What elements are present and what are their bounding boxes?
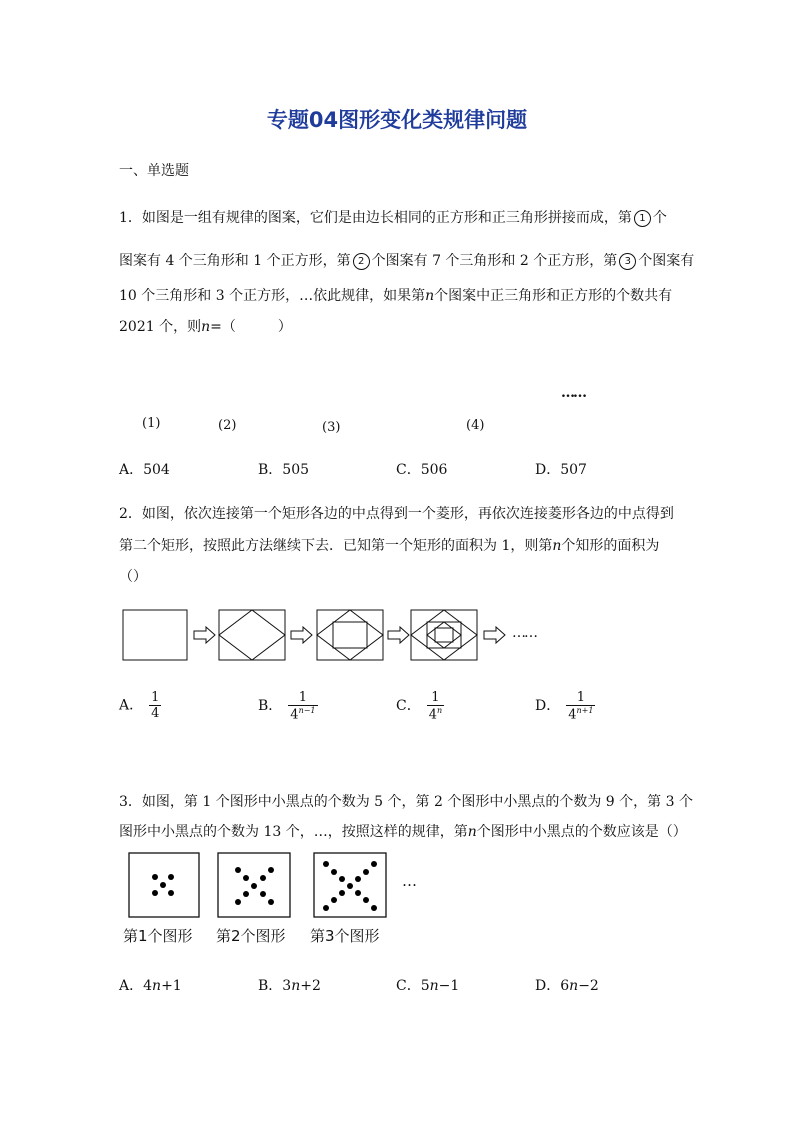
q1-text: =（ ） xyxy=(210,319,292,335)
q3-option-d[interactable] xyxy=(535,975,599,995)
q1-line-4 xyxy=(119,316,679,336)
q1-option-c[interactable]: C．506 xyxy=(396,462,448,478)
q2-option-b[interactable] xyxy=(258,690,318,722)
q1-option-b[interactable]: B．505 xyxy=(258,462,310,478)
q2-option-c[interactable] xyxy=(396,690,444,722)
option-term: −1 xyxy=(438,978,460,994)
q3-fig-label: 第3个图形 xyxy=(310,927,380,945)
option-letter: A． xyxy=(119,978,144,994)
q3-figure xyxy=(125,848,400,922)
q3-dots-3 xyxy=(323,861,377,911)
q2-variable: n xyxy=(552,538,562,554)
q1-option-a[interactable]: A．504 xyxy=(119,462,170,478)
option-term: 4 xyxy=(143,978,153,994)
option-variable: n xyxy=(429,978,439,994)
q1-text: 个图案有 7 个三角形和 2 个正方形，第 xyxy=(371,253,618,269)
fraction: $\frac{1}{4^{n-1}}$ xyxy=(290,690,316,723)
q1-fig-label: (3) xyxy=(322,420,341,435)
q1-fig-label: (2) xyxy=(218,418,237,433)
q2-arrow-2 xyxy=(291,627,312,643)
q2-text: 第二个矩形，按照此方法继续下去．已知第一个矩形的面积为 1，则第 xyxy=(119,538,553,554)
q2-option-a[interactable] xyxy=(119,690,161,721)
q3-fig-label: 第2个图形 xyxy=(216,927,286,945)
q1-figure xyxy=(115,355,595,440)
q2-arrow-1 xyxy=(194,627,215,643)
q2-arrow-4 xyxy=(484,627,505,643)
q1-fig-label: (4) xyxy=(466,418,485,433)
option-term: 5 xyxy=(420,978,430,994)
q1-circled-number: 2 xyxy=(353,253,370,270)
q1-text: 个图案有 xyxy=(638,253,695,269)
q3-text: 图形中小黑点的个数为 13 个，…，按照这样的规律，第 xyxy=(119,824,468,840)
q3-fig-label: 第1个图形 xyxy=(123,927,193,945)
q3-dots-2 xyxy=(235,867,274,905)
q1-line-3 xyxy=(119,285,679,305)
q2-line-2 xyxy=(119,535,679,555)
option-letter: D． xyxy=(535,978,561,994)
q3-variable: n xyxy=(467,824,477,840)
q1-circled-number: 3 xyxy=(619,253,636,270)
q2-figure xyxy=(115,602,555,668)
option-variable: n xyxy=(291,978,301,994)
option-term: 3 xyxy=(282,978,292,994)
q2-arrow-3 xyxy=(388,627,409,643)
q2-line-3: （） xyxy=(119,569,147,585)
option-term: +1 xyxy=(161,978,182,994)
option-letter: C． xyxy=(396,978,421,994)
q3-option-c[interactable] xyxy=(396,975,459,995)
q2-rect-3 xyxy=(317,610,383,660)
option-letter: A． xyxy=(119,697,144,714)
q1-variable: n xyxy=(425,288,435,304)
fraction: $\frac{1}{4}$ xyxy=(151,690,160,721)
q3-option-a[interactable] xyxy=(119,975,182,995)
option-variable: n xyxy=(152,978,162,994)
q1-option-d[interactable]: D．507 xyxy=(535,462,587,478)
option-letter: B． xyxy=(258,698,283,715)
q2-text: 个知形的面积为 xyxy=(561,538,660,554)
q2-ellipsis: …… xyxy=(512,625,536,641)
q3-ellipsis: … xyxy=(402,872,417,890)
q1-circled-number: 1 xyxy=(634,210,651,227)
fraction: $\frac{1}{4^n}$ xyxy=(428,690,443,723)
option-letter: B． xyxy=(258,978,283,994)
option-term: −2 xyxy=(578,978,599,994)
fraction: $\frac{1}{4^{n+1}}$ xyxy=(568,690,594,723)
q1-line-1 xyxy=(119,207,679,227)
option-term: 6 xyxy=(560,978,570,994)
option-term: +2 xyxy=(300,978,321,994)
q2-rect-4 xyxy=(411,610,477,660)
q1-text: 2021 个，则 xyxy=(119,319,202,335)
q3-dots-1 xyxy=(152,874,174,896)
option-variable: n xyxy=(569,978,579,994)
q3-option-b[interactable] xyxy=(258,975,321,995)
q1-fig-label: (1) xyxy=(142,416,161,431)
q2-line-1: 2．如图，依次连接第一个矩形各边的中点得到一个菱形，再依次连接菱形各边的中点得到 xyxy=(119,506,674,522)
q3-text: 个图形中小黑点的个数应该是（） xyxy=(476,824,687,840)
q1-text: 个 xyxy=(652,210,667,226)
q1-text: 个图案中正三角形和正方形的个数共有 xyxy=(434,288,673,304)
q1-line-2 xyxy=(119,250,695,270)
q1-text: 10 个三角形和 3 个正方形，…依此规律，如果第 xyxy=(119,288,426,304)
option-letter: C． xyxy=(396,698,421,715)
section-heading: 一、单选题 xyxy=(119,163,189,179)
q1-variable: n xyxy=(201,319,211,335)
q3-line-2 xyxy=(119,821,687,841)
q1-ellipsis: …… xyxy=(561,385,585,401)
q2-rect-1 xyxy=(123,610,187,660)
q1-text: 图案有 4 个三角形和 1 个正方形，第 xyxy=(119,253,351,269)
q3-line-1: 3．如图，第 1 个图形中小黑点的个数为 5 个，第 2 个图形中小黑点的个数为 9 个，第 3 个 xyxy=(119,794,693,810)
q1-text: 1．如图是一组有规律的图案，它们是由边长相同的正方形和正三角形拼接而成，第 xyxy=(119,210,632,226)
page-title: 专题04图形变化类规律问题 xyxy=(266,108,528,132)
option-letter: D． xyxy=(535,698,561,715)
q2-rect-2 xyxy=(219,610,285,660)
q2-option-d[interactable] xyxy=(535,690,595,722)
